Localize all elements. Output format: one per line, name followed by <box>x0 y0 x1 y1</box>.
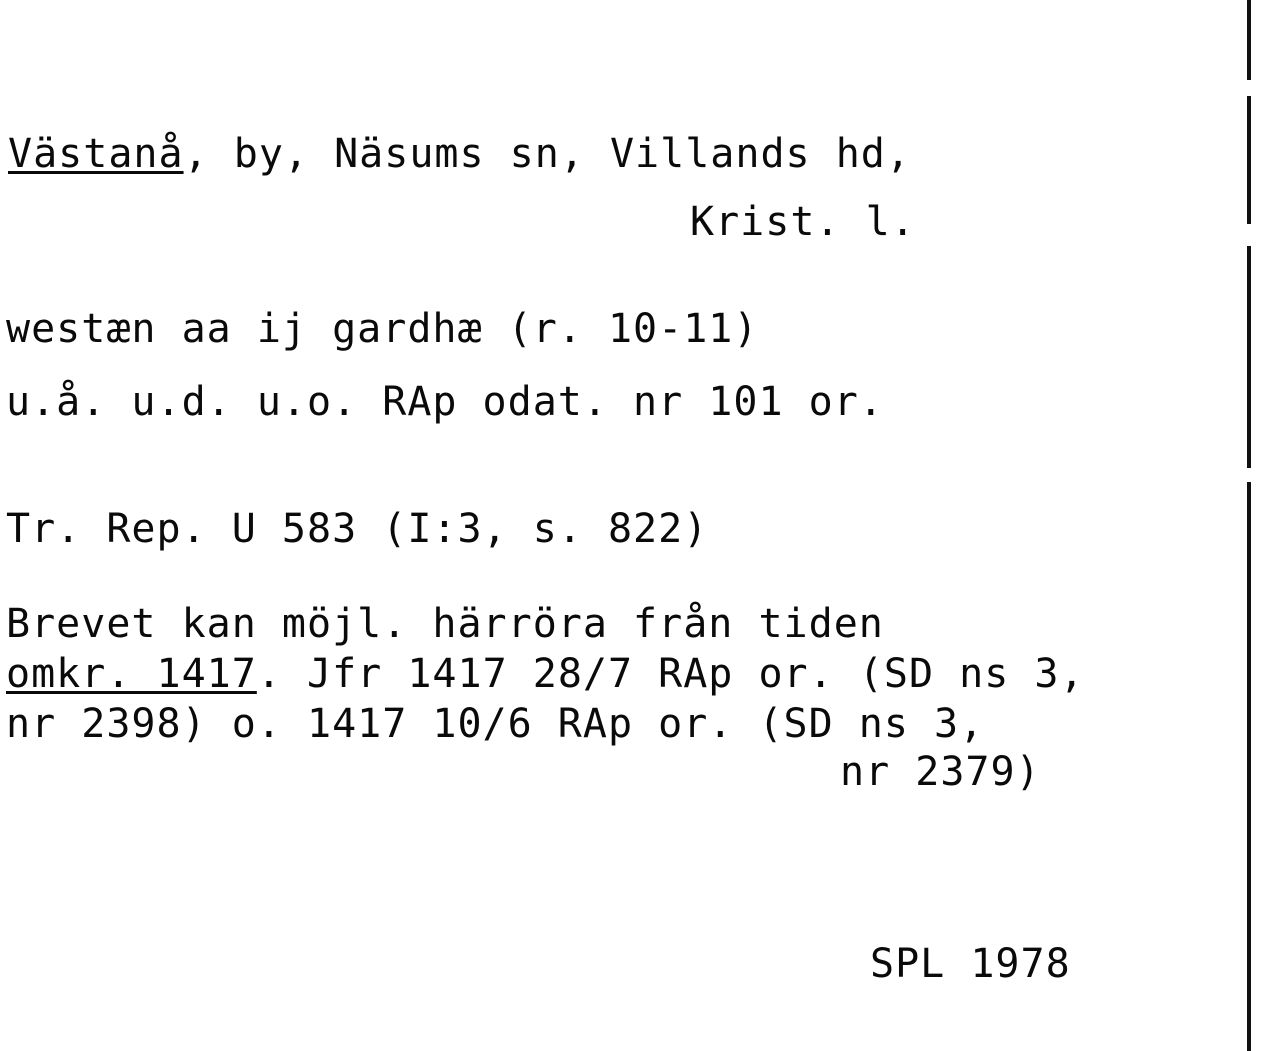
printed-reference-line: Tr. Rep. U 583 (I:3, s. 822) <box>6 506 709 552</box>
parish-line: Krist. l. <box>690 199 916 245</box>
note-date-underlined: omkr. 1417 <box>6 651 257 697</box>
headword-line <box>8 130 911 178</box>
attested-form-line: westæn aa ij gardhæ (r. 10-11) <box>6 306 759 352</box>
note-line-2-rest: . Jfr 1417 28/7 RAp or. (SD ns 3, <box>256 651 1085 697</box>
headword-qualifiers: , by, Näsums sn, Villands hd, <box>183 131 911 177</box>
note-line-4: nr 2379) <box>840 749 1041 795</box>
signature-line: SPL 1978 <box>870 941 1071 987</box>
note-line-1: Brevet kan möjl. härröra från tiden <box>6 601 884 647</box>
source-reference-line: u.å. u.d. u.o. RAp odat. nr 101 or. <box>6 379 884 425</box>
headword: Västanå <box>8 131 184 177</box>
note-line-3: nr 2398) o. 1417 10/6 RAp or. (SD ns 3, <box>6 701 985 747</box>
note-line-2 <box>6 650 1085 698</box>
